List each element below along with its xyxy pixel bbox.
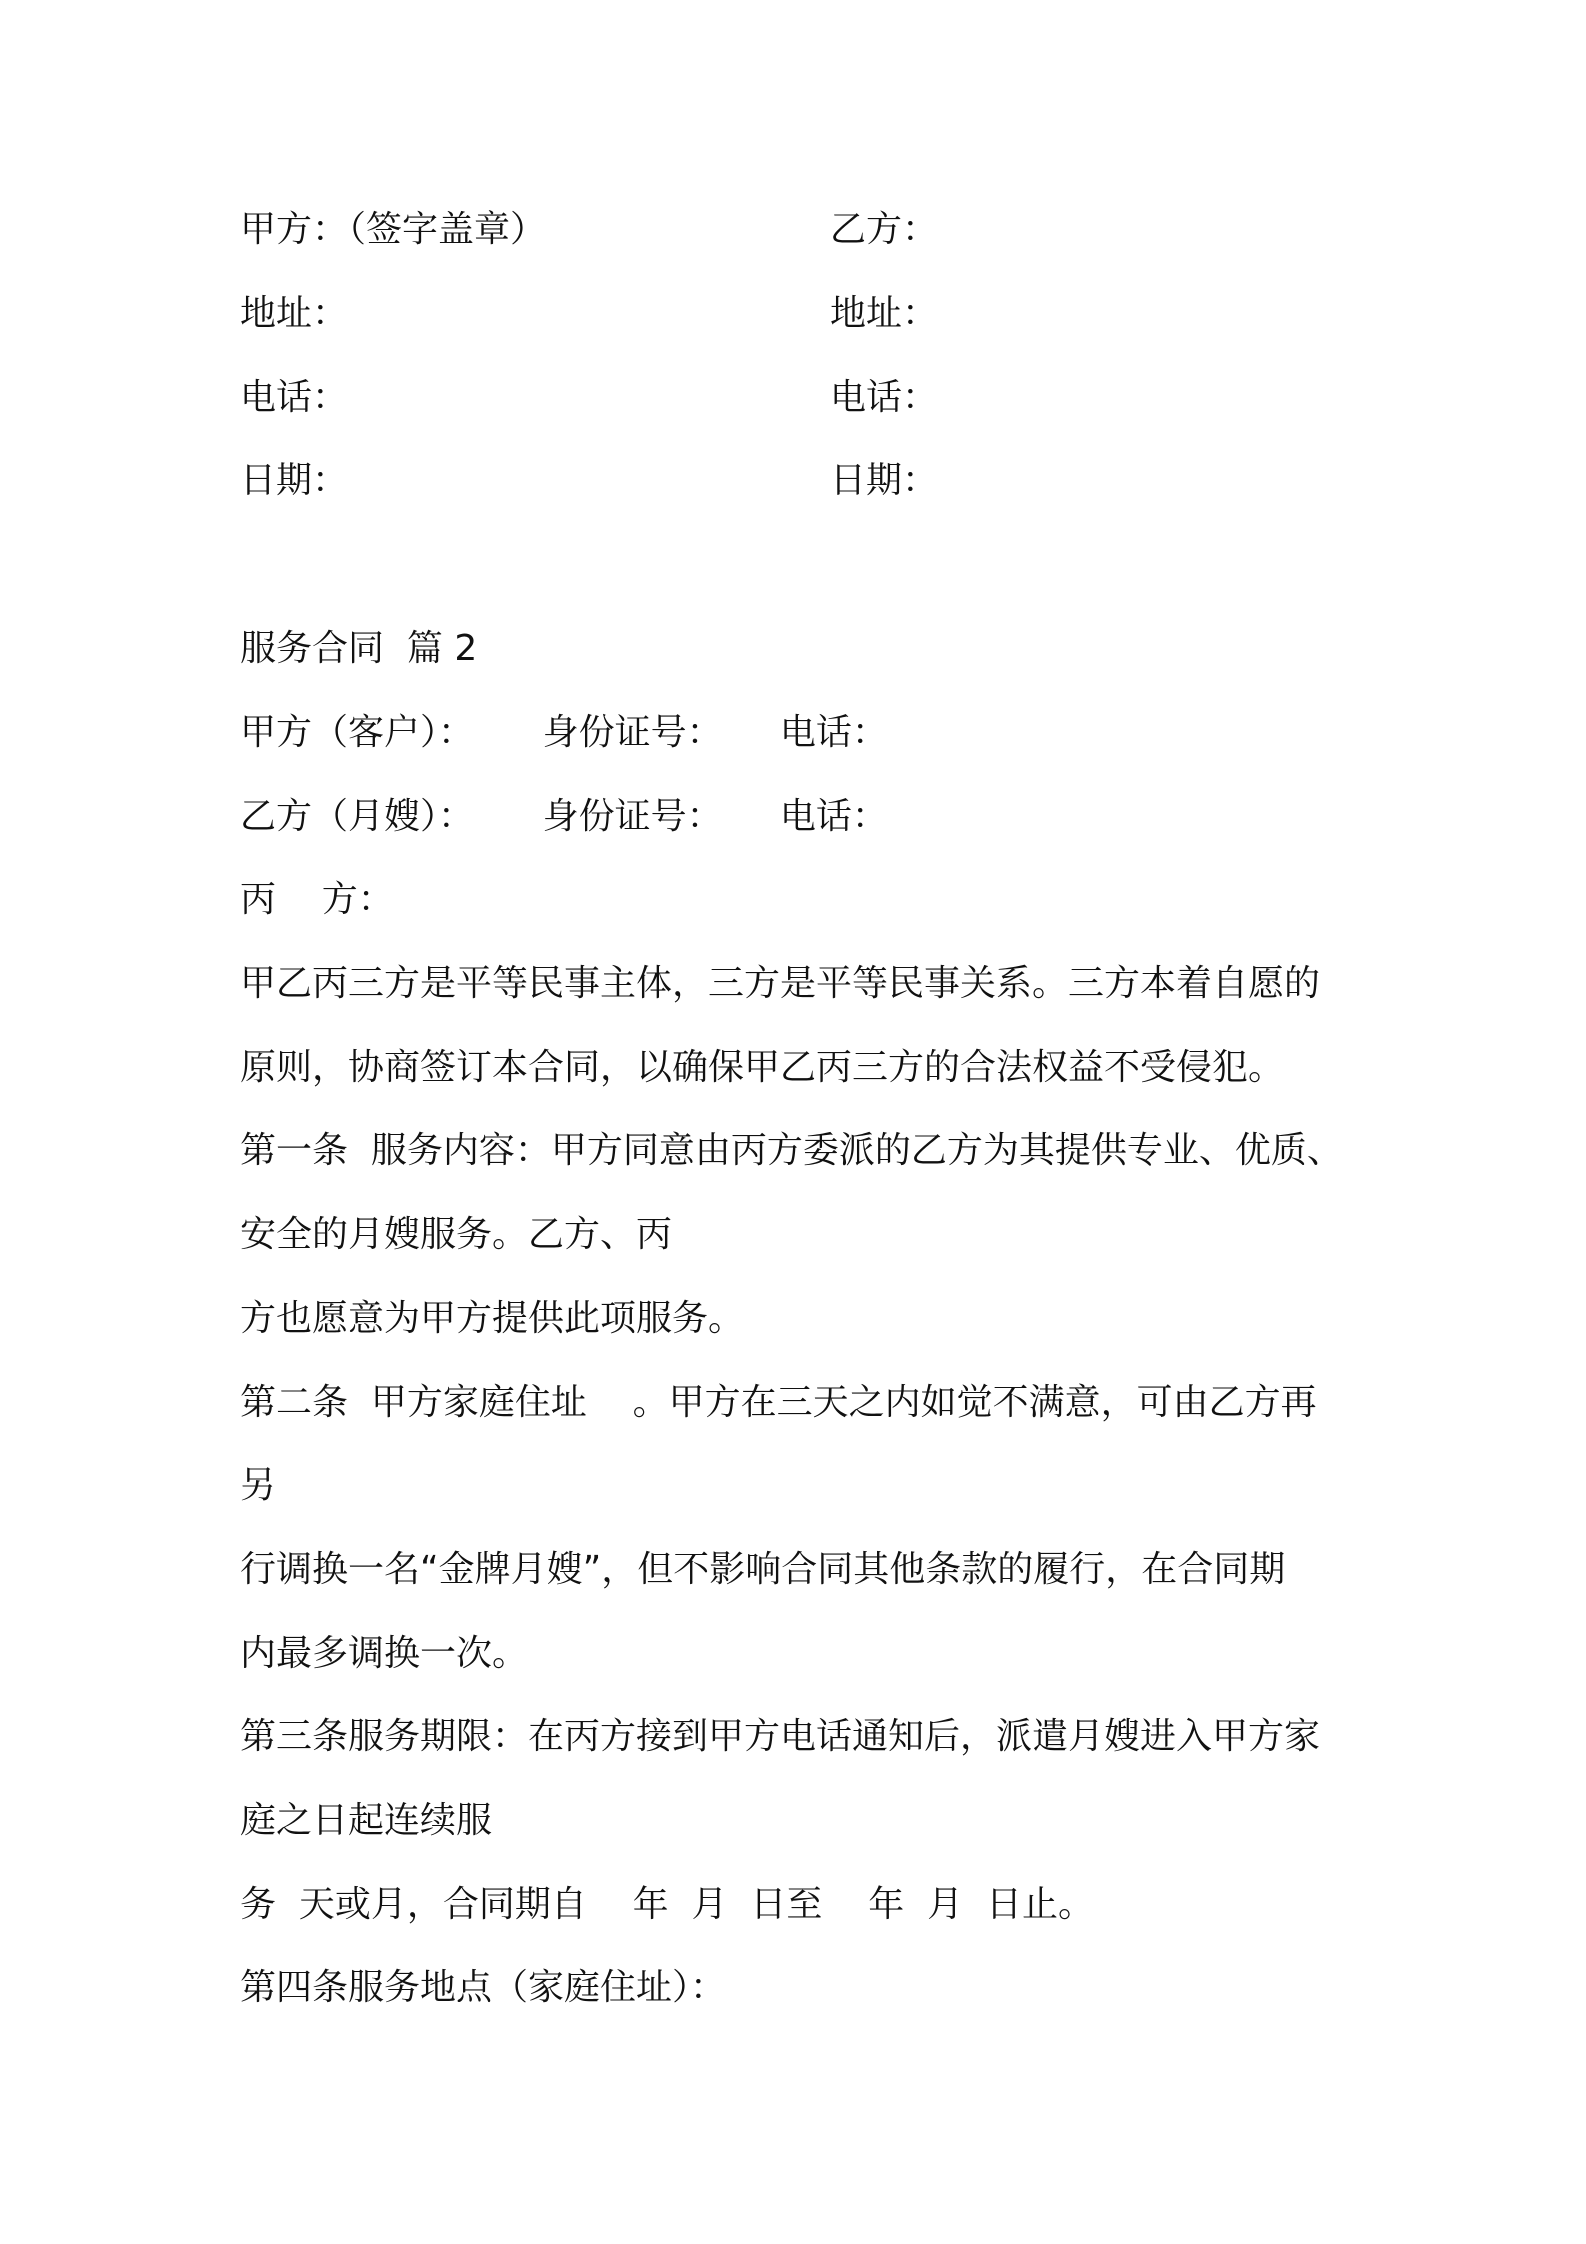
party-a-address: 地址：	[240, 293, 349, 334]
article-3-line-2: 庭之日起连续服	[240, 1800, 493, 1841]
party-a-phone: 电话：	[240, 377, 349, 418]
article-1-line-1: 第一条 服务内容：甲方同意由丙方委派的乙方为其提供专业、优质、	[240, 1130, 1343, 1171]
article-2-line-3: 行调换一名“金牌月嫂”，但不影响合同其他条款的履行，在合同期	[240, 1549, 1286, 1590]
party-c-line: 丙 方：	[240, 879, 394, 920]
party-b-line: 乙方（月嫂）： 身份证号： 电话：	[240, 796, 888, 837]
party-b-date: 日期：	[830, 460, 939, 501]
article-1-line-3: 方也愿意为甲方提供此项服务。	[240, 1298, 745, 1339]
article-3-line-1: 第三条服务期限：在丙方接到甲方电话通知后，派遣月嫂进入甲方家	[240, 1716, 1321, 1757]
article-4-line-1: 第四条服务地点（家庭住址）：	[240, 1967, 727, 2008]
article-1-line-2: 安全的月嫂服务。乙方、丙	[240, 1214, 673, 1255]
party-a-line: 甲方（客户）： 身份证号： 电话：	[240, 712, 888, 753]
article-2-line-2: 另	[240, 1465, 277, 1506]
party-a-date: 日期：	[240, 460, 349, 501]
article-3-line-3: 务 天或月，合同期自 年 月 日至 年 月 日止。	[240, 1884, 1094, 1925]
contract-heading: 服务合同 篇 2	[240, 628, 478, 669]
party-b-address: 地址：	[830, 293, 939, 334]
party-a-signature-title: 甲方：（签字盖章）	[240, 209, 547, 250]
party-b-signature-title: 乙方：	[830, 209, 939, 250]
article-2-line-4: 内最多调换一次。	[240, 1633, 529, 1674]
intro-line-2: 原则，协商签订本合同，以确保甲乙丙三方的合法权益不受侵犯。	[240, 1047, 1285, 1088]
party-b-phone: 电话：	[830, 377, 939, 418]
article-2-line-1: 第二条 甲方家庭住址 。甲方在三天之内如觉不满意，可由乙方再	[240, 1382, 1317, 1423]
intro-line-1: 甲乙丙三方是平等民事主体，三方是平等民事关系。三方本着自愿的	[240, 963, 1321, 1004]
